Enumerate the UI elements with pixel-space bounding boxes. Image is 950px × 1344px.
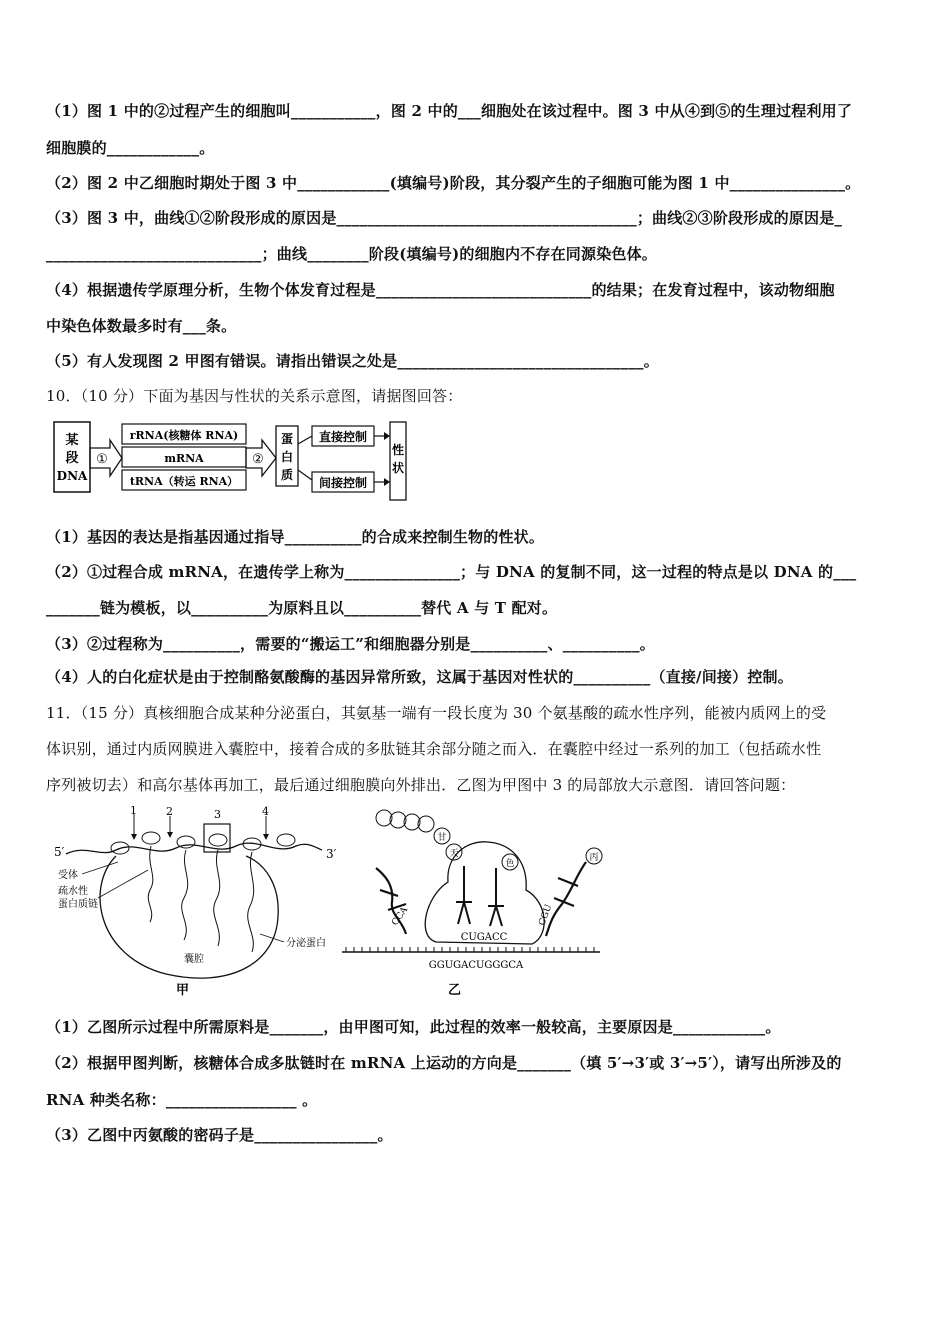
peptide-chain-3 [214, 850, 220, 946]
protein-label-3: 质 [280, 468, 294, 482]
hydrophobic-label-1: 疏水性 [58, 886, 88, 897]
amino-acid-bead-3 [404, 814, 420, 830]
amino-acid-bead-1 [376, 810, 392, 826]
figure-b-caption: 乙 [448, 983, 462, 998]
q10-part1: （1）基因的表达是指基因通过指导__________的合成来控制生物的性状。 [46, 528, 545, 546]
anticodon-cca: CCA [390, 905, 411, 928]
ribosome-body [425, 842, 544, 944]
indirect-control-label: 间接控制 [318, 476, 368, 490]
q9-part4-line1: （4）根据遗传学原理分析，生物个体发育过程是____________________________的结果；在发育过程中，该动物细胞 [46, 281, 835, 299]
trna-label: tRNA（转运 RNA） [129, 475, 239, 488]
hydrophobic-label-2: 蛋白质链 [58, 899, 98, 910]
receptor-label: 受体 [58, 870, 78, 881]
trna-inside-1 [456, 866, 472, 924]
number-3: 3 [214, 808, 221, 821]
q9-part3-line2: ____________________________；曲线________阶段(填编号)的细胞内不存在同源染色体。 [46, 245, 657, 263]
trna-inside-2 [488, 868, 504, 926]
mrna-sequence: GGUGACUGGGCA [428, 960, 524, 971]
dna-label-3: DNA [56, 469, 88, 483]
q9-part1-line2: 细胞膜的____________。 [46, 139, 215, 157]
q10-part2-line2: _______链为模板，以__________为原料且以__________替代 A 与 T 配对。 [46, 599, 558, 617]
ribosome-3 [177, 836, 195, 848]
q10-part3: （3）②过程称为__________，需要的“搬运工”和细胞器分别是__________、__________。 [46, 635, 655, 653]
q11-part1: （1）乙图所示过程中所需原料是_______，由甲图可知，此过程的效率一般较高，主要原因是____________。 [46, 1018, 781, 1036]
protein-label-1: 蛋 [280, 432, 294, 446]
trp-label: 色 [505, 859, 515, 869]
peptide-chain-1 [148, 846, 153, 922]
q9-part5: （5）有人发现图 2 甲图有错误。请指出错误之处是________________________________。 [46, 352, 659, 370]
q9-part2: （2）图 2 中乙细胞时期处于图 3 中____________(填编号)阶段，其分裂产生的子细胞可能为图 1 中_______________。 [46, 174, 861, 192]
step2-label: ② [252, 452, 264, 467]
figure-a-er-translation [46, 806, 346, 998]
asp-label: 天 [449, 849, 459, 859]
rrna-label: rRNA(核糖体 RNA) [129, 429, 239, 442]
q11-part3: （3）乙图中丙氨酸的密码子是________________。 [46, 1126, 393, 1144]
number-4: 4 [262, 806, 269, 818]
peptide-chain-2 [182, 850, 188, 940]
q10-part2-line1: （2）①过程合成 mRNA，在遗传学上称为_______________；与 DNA 的复制不同，这一过程的特点是以 DNA 的___ [46, 563, 857, 581]
dna-label-1: 某 [65, 433, 79, 448]
five-prime-label: 5′ [54, 845, 65, 859]
q9-part1-line1: （1）图 1 中的②过程产生的细胞叫___________，图 2 中的___细胞处在该过程中。图 3 中从④到⑤的生理过程利用了 [46, 102, 853, 120]
number-2: 2 [166, 806, 173, 818]
amino-acid-bead-2 [390, 812, 406, 828]
mrna-label: mRNA [164, 452, 204, 465]
anticodon-cugacc: CUGACC [460, 932, 508, 943]
trait-label-1: 性 [391, 443, 405, 457]
trna-left [376, 868, 406, 934]
q11-stem-line1: 11．（15 分）真核细胞合成某种分泌蛋白，其氨基一端有一段长度为 30 个氨基酸的疏水性序列，能被内质网上的受 [46, 704, 827, 722]
q11-stem-line3: 序列被切去）和高尔基体再加工，最后通过细胞膜向外排出．乙图为甲图中 3 的局部放大示意图．请回答问题： [46, 776, 796, 794]
amino-acid-bead-4 [418, 816, 434, 832]
direct-control-label: 直接控制 [318, 430, 368, 444]
protein-label-2: 白 [280, 450, 294, 464]
q10-part4: （4）人的白化症状是由于控制酪氨酸酶的基因异常所致，这属于基因对性状的__________（直接/间接）控制。 [46, 668, 793, 686]
gene-trait-diagram [50, 418, 410, 504]
anticodon-cgu: CGU [537, 903, 555, 928]
secreted-protein-label: 分泌蛋白 [286, 938, 326, 949]
number-1: 1 [130, 806, 137, 817]
lumen-label: 囊腔 [184, 954, 204, 965]
q9-part3-line1: （3）图 3 中，曲线①②阶段形成的原因是_______________________________________；曲线②③阶段形成的原因是_ [46, 209, 843, 227]
figure-b-ribosome-detail [336, 806, 604, 998]
ribosome-4 [209, 834, 227, 846]
trna-right [546, 862, 586, 936]
ala-label: 丙 [589, 853, 599, 863]
q10-header: 10．（10 分）下面为基因与性状的关系示意图，请据图回答： [46, 387, 463, 405]
three-prime-label: 3′ [326, 847, 337, 861]
q11-part2-line2: RNA 种类名称：_________________ 。 [46, 1091, 318, 1109]
trait-label-2: 状 [391, 461, 405, 475]
q11-stem-line2: 体识别，通过内质网膜进入囊腔中，接着合成的多肽链其余部分随之而入．在囊腔中经过一系列的加工（包括疏水性 [46, 740, 822, 758]
gly-label: 甘 [437, 833, 447, 843]
q9-part4-line2: 中染色体数最多时有___条。 [46, 317, 237, 335]
ribosome-6 [277, 834, 295, 846]
figure-a-caption: 甲 [176, 983, 190, 998]
dna-label-2: 段 [65, 451, 79, 466]
q11-part2-line1: （2）根据甲图判断，核糖体合成多肽链时在 mRNA 上运动的方向是_______（填 5′→3′或 3′→5′），请写出所涉及的 [46, 1054, 842, 1072]
step1-label: ① [96, 452, 108, 467]
peptide-chain-4 [248, 852, 254, 952]
ribosome-2 [142, 832, 160, 844]
